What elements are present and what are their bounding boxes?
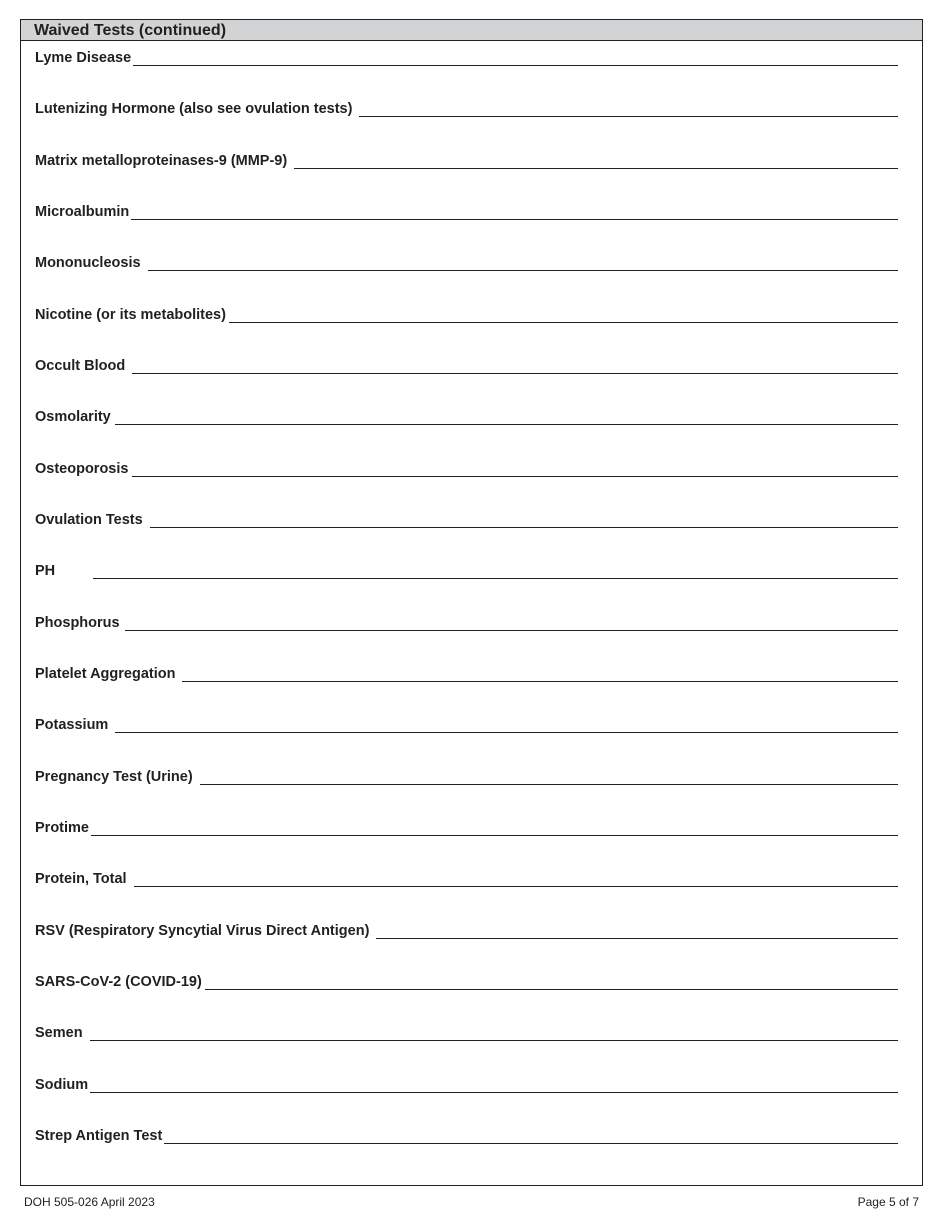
test-row	[35, 407, 898, 427]
test-entry-line[interactable]	[132, 373, 898, 374]
test-label: Microalbumin	[35, 203, 130, 220]
test-row	[35, 356, 898, 376]
test-label: RSV (Respiratory Syncytial Virus Direct Antigen)	[35, 922, 370, 939]
section-title: Waived Tests (continued)	[34, 22, 227, 39]
test-entry-line[interactable]	[150, 527, 898, 528]
test-label: Nicotine (or its metabolites)	[35, 306, 226, 323]
test-entry-line[interactable]	[134, 886, 898, 887]
test-entry-line[interactable]	[359, 116, 898, 117]
test-label: Phosphorus	[35, 614, 120, 631]
test-row	[35, 664, 898, 684]
test-row	[35, 869, 898, 889]
test-label: Pregnancy Test (Urine)	[35, 768, 193, 785]
test-row	[35, 151, 898, 171]
test-label: Potassium	[35, 717, 109, 734]
test-entry-line[interactable]	[205, 989, 898, 990]
test-row	[35, 305, 898, 325]
test-label: Osteoporosis	[35, 460, 129, 477]
test-entry-line[interactable]	[148, 270, 898, 271]
test-entry-line[interactable]	[133, 65, 898, 66]
test-list	[21, 20, 922, 1185]
test-entry-line[interactable]	[115, 732, 898, 733]
page-number: Page 5 of 7	[857, 1195, 919, 1209]
test-label: Protein, Total	[35, 871, 127, 888]
test-entry-line[interactable]	[200, 784, 898, 785]
test-row	[35, 253, 898, 273]
test-row	[35, 972, 898, 992]
test-row	[35, 48, 898, 68]
test-entry-line[interactable]	[93, 578, 898, 579]
test-label: Lutenizing Hormone (also see ovulation tests)	[35, 101, 353, 118]
test-label: Sodium	[35, 1076, 89, 1093]
test-entry-line[interactable]	[90, 1092, 898, 1093]
test-entry-line[interactable]	[131, 219, 898, 220]
test-entry-line[interactable]	[294, 168, 898, 169]
test-label: Protime	[35, 819, 89, 836]
test-row	[35, 818, 898, 838]
test-row	[35, 767, 898, 787]
test-entry-line[interactable]	[125, 630, 898, 631]
test-label: Platelet Aggregation	[35, 665, 176, 682]
test-row	[35, 1075, 898, 1095]
test-row	[35, 1023, 898, 1043]
test-label: SARS-CoV-2 (COVID-19)	[35, 973, 202, 990]
test-row	[35, 715, 898, 735]
test-label: Mononucleosis	[35, 255, 141, 272]
test-row	[35, 202, 898, 222]
form-id: DOH 505-026 April 2023	[24, 1195, 155, 1209]
test-entry-line[interactable]	[164, 1143, 898, 1144]
test-entry-line[interactable]	[91, 835, 898, 836]
test-label: Semen	[35, 1025, 83, 1042]
test-label: Osmolarity	[35, 409, 111, 426]
test-entry-line[interactable]	[90, 1040, 898, 1041]
test-label: PH	[35, 563, 56, 580]
test-entry-line[interactable]	[376, 938, 898, 939]
test-row	[35, 459, 898, 479]
test-row	[35, 613, 898, 633]
test-label: Matrix metalloproteinases-9 (MMP-9)	[35, 152, 288, 169]
test-row	[35, 921, 898, 941]
test-label: Occult Blood	[35, 357, 126, 374]
test-label: Lyme Disease	[35, 50, 132, 66]
test-row	[35, 1126, 898, 1146]
waived-tests-form	[20, 19, 923, 1186]
test-row	[35, 561, 898, 581]
test-entry-line[interactable]	[229, 322, 898, 323]
test-label: Strep Antigen Test	[35, 1127, 163, 1144]
test-entry-line[interactable]	[115, 424, 898, 425]
test-row	[35, 99, 898, 119]
test-label: Ovulation Tests	[35, 511, 143, 528]
test-entry-line[interactable]	[132, 476, 898, 477]
test-entry-line[interactable]	[182, 681, 898, 682]
test-row	[35, 510, 898, 530]
